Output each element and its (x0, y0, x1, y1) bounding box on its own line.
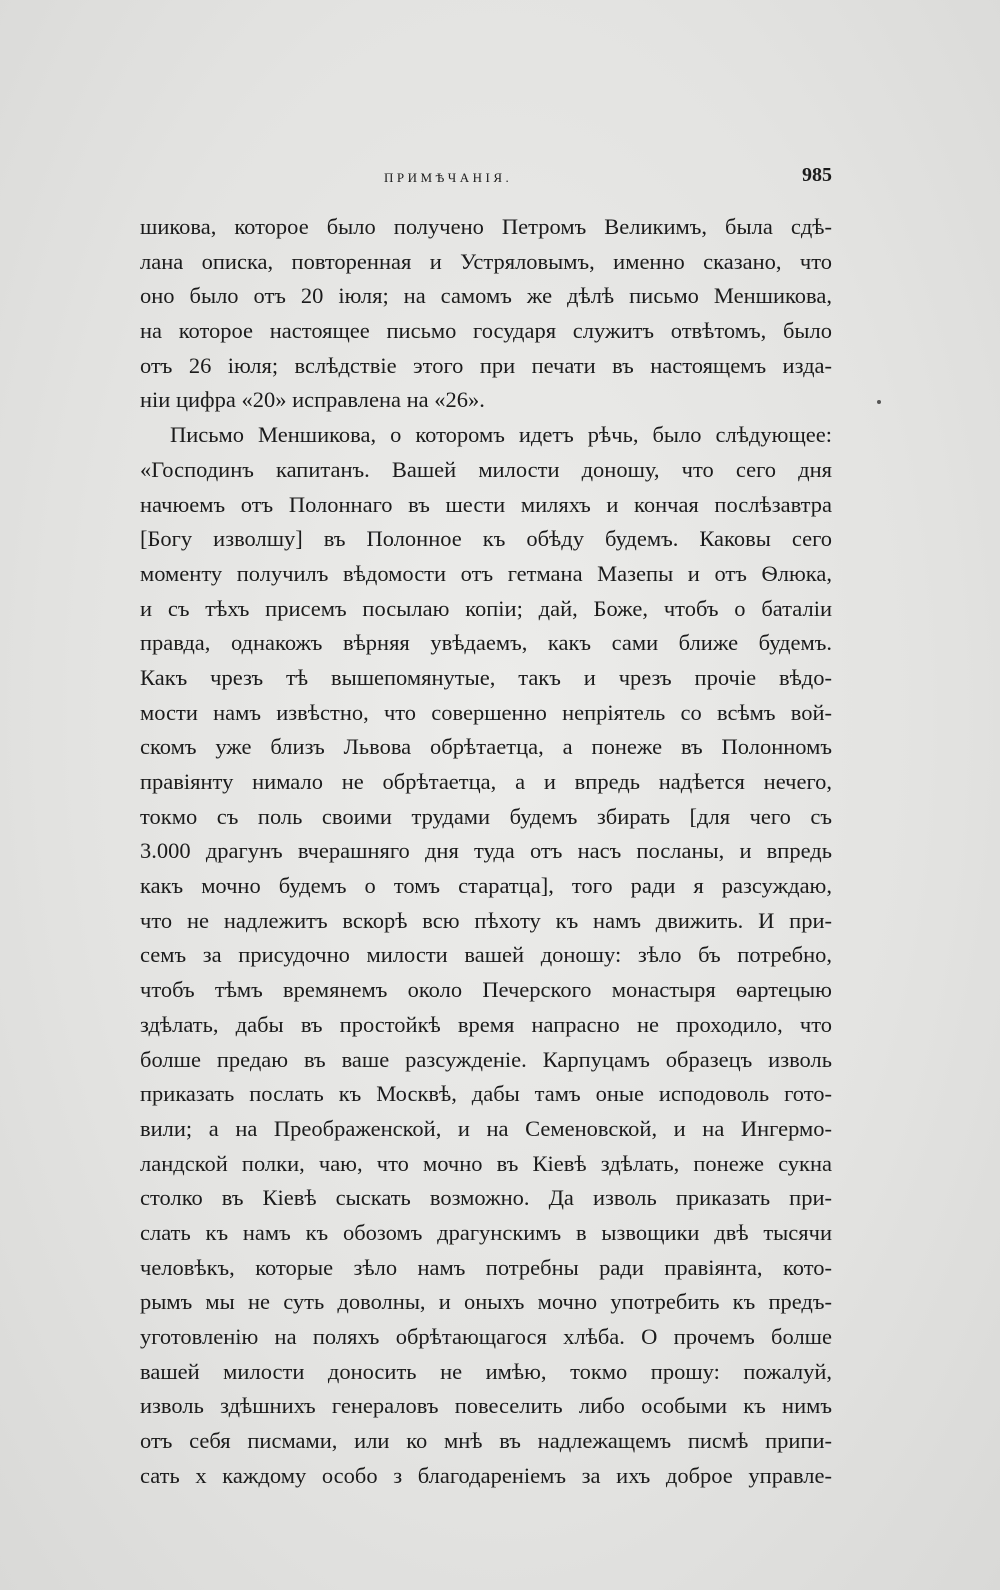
text-line: шикова, которое было получено Петромъ Великимъ, была сдѣ- (140, 214, 832, 239)
text-line: человѣкъ, которые зѣло намъ потребны ради правіянта, кото- (140, 1254, 832, 1280)
text-line: ніи цифра «20» исправлена на «26». (140, 387, 485, 413)
text-line: чтобъ тѣмъ времянемъ около Печерского монастыря ѳартецыю (140, 977, 832, 1003)
text-line: и съ тѣхъ присемъ посылаю копіи; дай, Боже, чтобъ о баталіи (140, 595, 832, 621)
text-line: токмо съ поль своими трудами будемъ збирать [для чего съ (140, 803, 832, 829)
text-line: отъ себя писмами, или ко мнѣ въ надлежащемъ писмѣ припи- (140, 1428, 832, 1454)
page-number: 985 (802, 164, 832, 186)
text-line: какъ мочно будемъ о томъ старатца], того ради я разсуждаю, (140, 873, 832, 899)
text-line: моменту получилъ вѣдомости отъ гетмана Мазепы и отъ Ѳлюка, (140, 560, 832, 586)
text-line: 3.000 драгунъ вчерашняго дня туда отъ насъ посланы, и впредь (140, 838, 832, 864)
text-line: начюемъ отъ Полоннаго въ шести миляхъ и кончая послѣзавтра (140, 491, 832, 517)
text-line: на которое настоящее письмо государя служитъ отвѣтомъ, было (140, 318, 832, 344)
running-head-title: ПРИМѢЧАНІЯ. (384, 170, 513, 185)
text-line: уготовленію на поляхъ обрѣтающагося хлѣба. О прочемъ болше (140, 1324, 832, 1349)
text-line: правіянту нимало не обрѣтаетца, а и впредь надѣется нечего, (140, 769, 832, 794)
print-speck (877, 400, 881, 404)
text-line: изволь здѣшнихъ генераловъ повеселить либо особыми къ нимъ (140, 1393, 832, 1419)
text-line: правда, однакожъ вѣрняя увѣдаемъ, какъ сами ближе будемъ. (140, 630, 832, 656)
text-line: скомъ уже близъ Львова обрѣтаетца, а понеже въ Полонномъ (140, 734, 832, 760)
text-line: ландской полки, чаю, что мочно въ Кіевѣ здѣлать, понеже сукна (140, 1150, 832, 1176)
body-text (140, 210, 832, 1493)
text-line: что не надлежитъ вскорѣ всю пѣхоту къ намъ движить. И при- (140, 907, 832, 933)
text-line: здѣлать, дабы въ простойкѣ время напрасно не проходило, что (140, 1011, 832, 1037)
running-head (140, 164, 832, 194)
text-line: «Господинъ капитанъ. Вашей милости доношу, что сего дня (140, 456, 832, 482)
text-line: оно было отъ 20 іюля; на самомъ же дѣлѣ письмо Меншикова, (140, 283, 832, 309)
text-line: приказать послать къ Москвѣ, дабы тамъ оные исподоволь гото- (140, 1081, 832, 1107)
text-line: рымъ мы не суть доволны, и оныхъ мочно употребить къ предъ- (140, 1289, 832, 1315)
text-line: семъ за присудочно милости вашей доношу: зѣло бъ потребно, (140, 942, 832, 968)
text-line: вашей милости доносить не имѣю, токмо прошу: пожалуй, (140, 1358, 832, 1384)
text-line: Письмо Меншикова, о которомъ идетъ рѣчь, было слѣдующее: (170, 422, 832, 448)
text-line: отъ 26 іюля; вслѣдствіе этого при печати въ настоящемъ изда- (140, 352, 832, 378)
text-line: вили; а на Преображенской, и на Семеновской, и на Ингермо- (140, 1115, 832, 1141)
text-line: слать къ намъ къ обозомъ драгунскимъ в ызвощики двѣ тысячи (140, 1219, 832, 1245)
text-line: болше предаю въ ваше разсужденіе. Карпуцамъ образецъ изволь (140, 1046, 832, 1072)
text-line: столко въ Кіевѣ сыскать возможно. Да изволь приказать при- (140, 1185, 832, 1211)
text-line: лана описка, повторенная и Устряловымъ, именно сказано, что (140, 248, 832, 274)
text-line: Какъ чрезъ тѣ вышепомянутые, такъ и чрезъ прочіе вѣдо- (140, 664, 832, 690)
text-line: [Богу изволшу] въ Полонное къ обѣду будемъ. Каковы сего (140, 526, 832, 552)
text-line: мости намъ извѣстно, что совершенно непріятель со всѣмъ вой- (140, 699, 832, 725)
text-line: сать х каждому особо з благодареніемъ за ихъ доброе управле- (140, 1462, 832, 1488)
